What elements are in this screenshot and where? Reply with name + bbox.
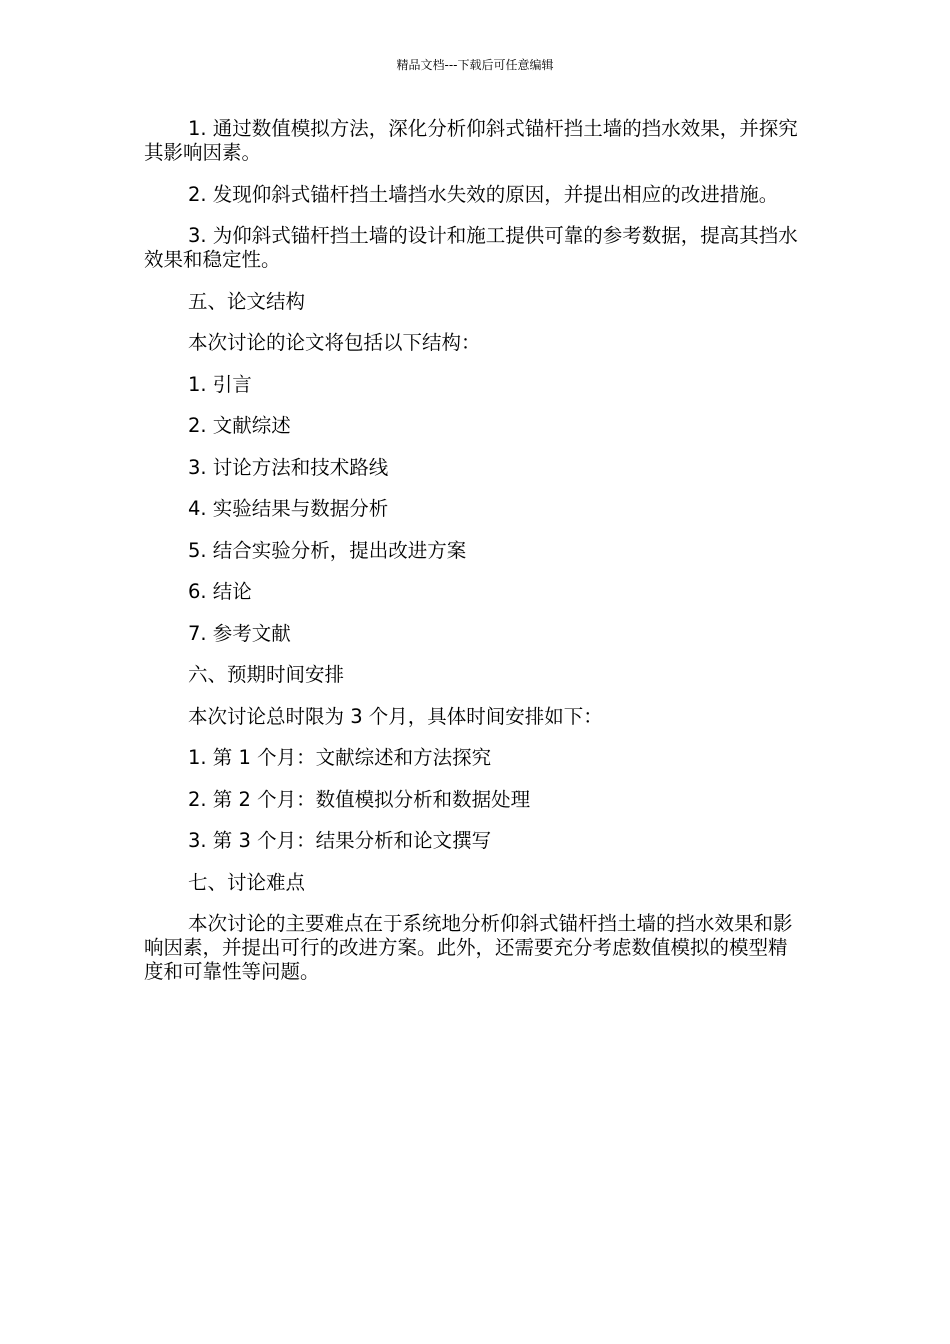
structure-item-4: 4. 实验结果与数据分析 xyxy=(188,497,389,520)
structure-item-7: 7. 参考文献 xyxy=(188,621,291,645)
objective-1: 1. 通过数值模拟方法，深化分析仰斜式锚杆挡土墙的挡水效果，并探究其影响因素。 xyxy=(144,117,798,164)
objective-3: 3. 为仰斜式锚杆挡土墙的设计和施工提供可靠的参考数据，提高其挡水效果和稳定性。 xyxy=(144,224,798,271)
schedule-intro: 本次讨论总时限为 3 个月，具体时间安排如下： xyxy=(188,704,603,728)
section-heading-structure: 五、论文结构 xyxy=(188,289,306,313)
structure-item-1: 1. 引言 xyxy=(188,372,252,396)
schedule-item-2: 2. 第 2 个月：数值模拟分析和数据处理 xyxy=(188,787,531,811)
structure-item-6: 6. 结论 xyxy=(188,580,252,603)
structure-item-5: 5. 结合实验分析，提出改进方案 xyxy=(188,538,467,562)
difficulties-text: 本次讨论的主要难点在于系统地分析仰斜式锚杆挡土墙的挡水效果和影响因素，并提出可行的改进方案。此外，还需要充分考虑数值模拟的模型精度和可靠性等问题。 xyxy=(144,912,793,983)
section-heading-schedule: 六、预期时间安排 xyxy=(188,663,345,686)
document-body xyxy=(144,117,806,1002)
structure-item-3: 3. 讨论方法和技术路线 xyxy=(188,455,389,479)
structure-intro: 本次讨论的论文将包括以下结构： xyxy=(188,331,481,354)
structure-item-2: 2. 文献综述 xyxy=(188,414,291,437)
schedule-item-1: 1. 第 1 个月：文献综述和方法探究 xyxy=(188,746,492,769)
page-header: 精品文档---下载后可任意编辑 xyxy=(396,58,554,72)
schedule-item-3: 3. 第 3 个月：结果分析和论文撰写 xyxy=(188,829,492,852)
objective-2: 2. 发现仰斜式锚杆挡土墙挡水失效的原因，并提出相应的改进措施。 xyxy=(188,182,779,206)
section-heading-difficulties: 七、讨论难点 xyxy=(188,870,306,894)
